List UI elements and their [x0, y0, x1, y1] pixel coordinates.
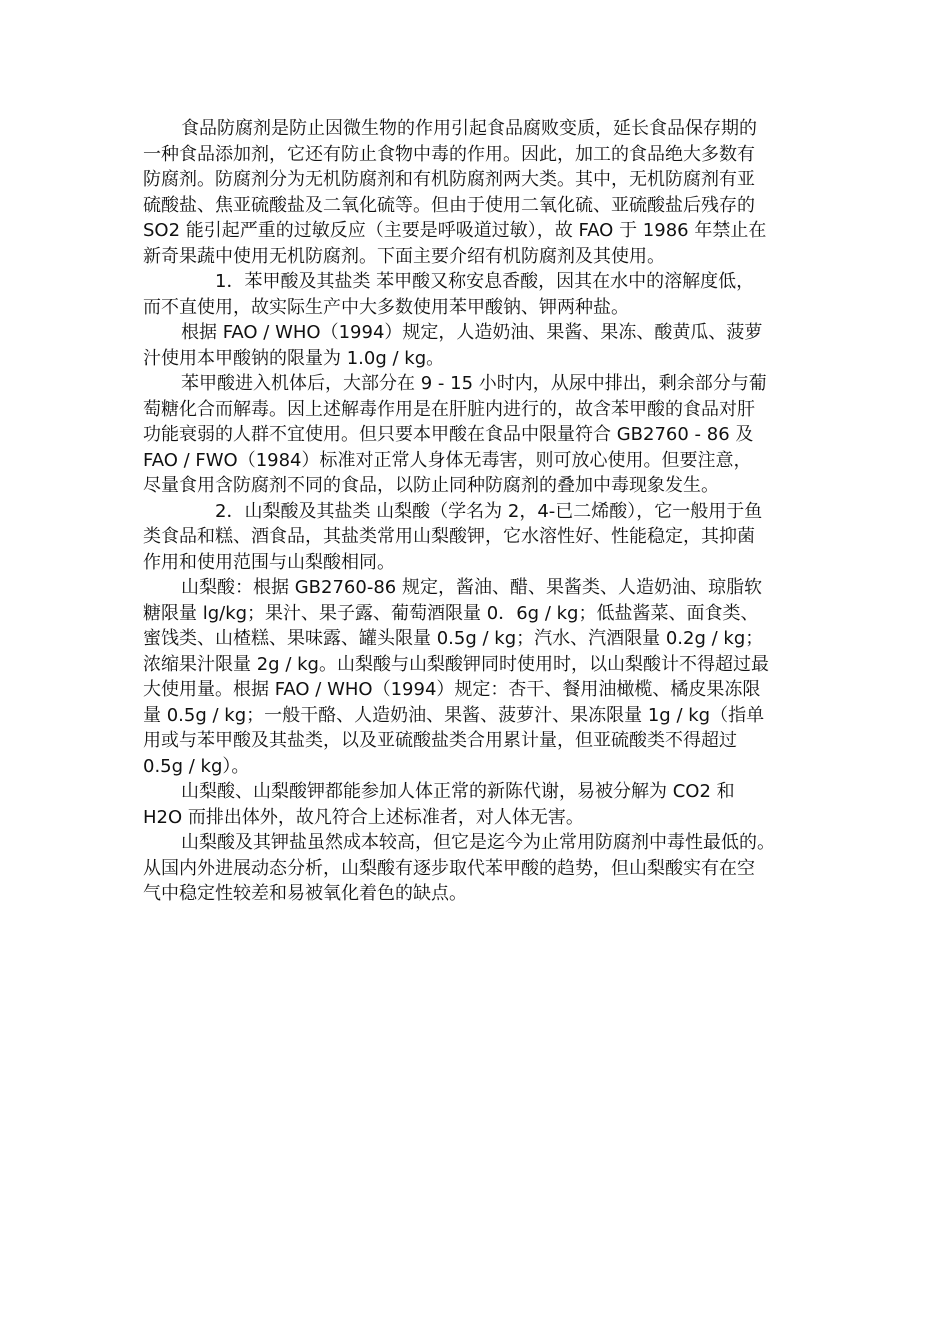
- paragraph-benzoic-metabolism: [143, 371, 811, 499]
- paragraph-intro: [143, 116, 811, 269]
- text-line: 从国内外进展动态分析，山梨酸有逐步取代苯甲酸的趋势，但山梨酸实有在空: [143, 857, 755, 879]
- text-line: 量 0.5g / kg；一般干酪、人造奶油、果酱、菠萝汁、果冻限量 1g / kg（指单: [143, 704, 765, 726]
- text-line: 尽量食用含防腐剂不同的食品，以防止同种防腐剂的叠加中毒现象发生。: [143, 475, 719, 496]
- text-line: 浓缩果汁限量 2g / kg。山梨酸与山梨酸钾同时使用时，以山梨酸计不得超过最: [143, 653, 769, 675]
- text-line: 2．山梨酸及其盐类 山梨酸（学名为 2，4-已二烯酸），它一般用于鱼: [215, 500, 763, 522]
- text-line: 山梨酸：根据 GB2760-86 规定，酱油、醋、果酱类、人造奶油、琼脂软: [181, 577, 762, 598]
- text-line: 山梨酸、山梨酸钾都能参加人体正常的新陈代谢，易被分解为 CO2 和: [181, 781, 735, 802]
- text-line: 功能衰弱的人群不宜使用。但只要本甲酸在食品中限量符合 GB2760 - 86 及: [143, 424, 754, 445]
- text-line: 类食品和糕、酒食品，其盐类常用山梨酸钾，它水溶性好、性能稳定，其抑菌: [143, 526, 755, 547]
- text-line: 防腐剂。防腐剂分为无机防腐剂和有机防腐剂两大类。其中，无机防腐剂有亚: [143, 169, 755, 190]
- text-line: 0.5g / kg）。: [143, 755, 250, 777]
- text-line: 用或与苯甲酸及其盐类，以及亚硫酸盐类合用累计量，但亚硫酸类不得超过: [143, 730, 737, 751]
- text-line: 食品防腐剂是防止因微生物的作用引起食品腐败变质，延长食品保存期的: [181, 118, 757, 139]
- text-line: 苯甲酸进入机体后，大部分在 9 - 15 小时内，从尿中排出，剩余部分与葡: [181, 373, 767, 394]
- text-line: SO2 能引起严重的过敏反应（主要是呼吸道过敏），故 FAO 于 1986 年禁止在: [143, 220, 767, 241]
- paragraph-sorbic-metabolism: [143, 779, 811, 830]
- paragraph-benzoic-limit: [143, 320, 811, 371]
- text-line: 作用和使用范围与山梨酸相同。: [143, 551, 395, 573]
- text-line: 汁使用本甲酸钠的限量为 1.0g / kg。: [143, 347, 445, 369]
- text-line: 山梨酸及其钾盐虽然成本较高，但它是迄今为止常用防腐剂中毒性最低的。: [181, 832, 775, 853]
- text-line: 新奇果蔬中使用无机防腐剂。下面主要介绍有机防腐剂及其使用。: [143, 245, 665, 267]
- paragraph-benzoic-heading: [143, 269, 811, 320]
- text-line: FAO / FWO（1984）标准对正常人身体无毒害，则可放心使用。但要注意，: [143, 449, 752, 471]
- paragraph-sorbic-heading: [143, 499, 811, 576]
- text-line: H2O 而排出体外，故凡符合上述标准者，对人体无害。: [143, 806, 584, 828]
- text-line: 1．苯甲酸及其盐类 苯甲酸又称安息香酸，因其在水中的溶解度低，: [215, 271, 755, 292]
- text-line: 糖限量 lg/kg；果汁、果子露、葡萄酒限量 0．6g / kg；低盐酱菜、面食类、: [143, 602, 759, 624]
- document-body: [143, 116, 811, 907]
- text-line: 根据 FAO / WHO（1994）规定，人造奶油、果酱、果冻、酸黄瓜、菠萝: [181, 322, 763, 343]
- text-line: 萄糖化合而解毒。因上述解毒作用是在肝脏内进行的，故含苯甲酸的食品对肝: [143, 398, 755, 420]
- text-line: 而不直使用，故实际生产中大多数使用苯甲酸钠、钾两种盐。: [143, 296, 629, 318]
- text-line: 气中稳定性较差和易被氧化着色的缺点。: [143, 883, 467, 904]
- text-line: 蜜饯类、山楂糕、果味露、罐头限量 0.5g / kg；汽水、汽酒限量 0.2g / kg；: [143, 628, 764, 649]
- text-line: 一种食品添加剂，它还有防止食物中毒的作用。因此，加工的食品绝大多数有: [143, 143, 755, 165]
- text-line: 大使用量。根据 FAO / WHO（1994）规定：杏干、餐用油橄榄、橘皮果冻限: [143, 679, 761, 700]
- paragraph-sorbic-limits: [143, 575, 811, 779]
- paragraph-conclusion: [143, 830, 811, 907]
- text-line: 硫酸盐、焦亚硫酸盐及二氧化硫等。但由于使用二氧化硫、亚硫酸盐后残存的: [143, 194, 755, 216]
